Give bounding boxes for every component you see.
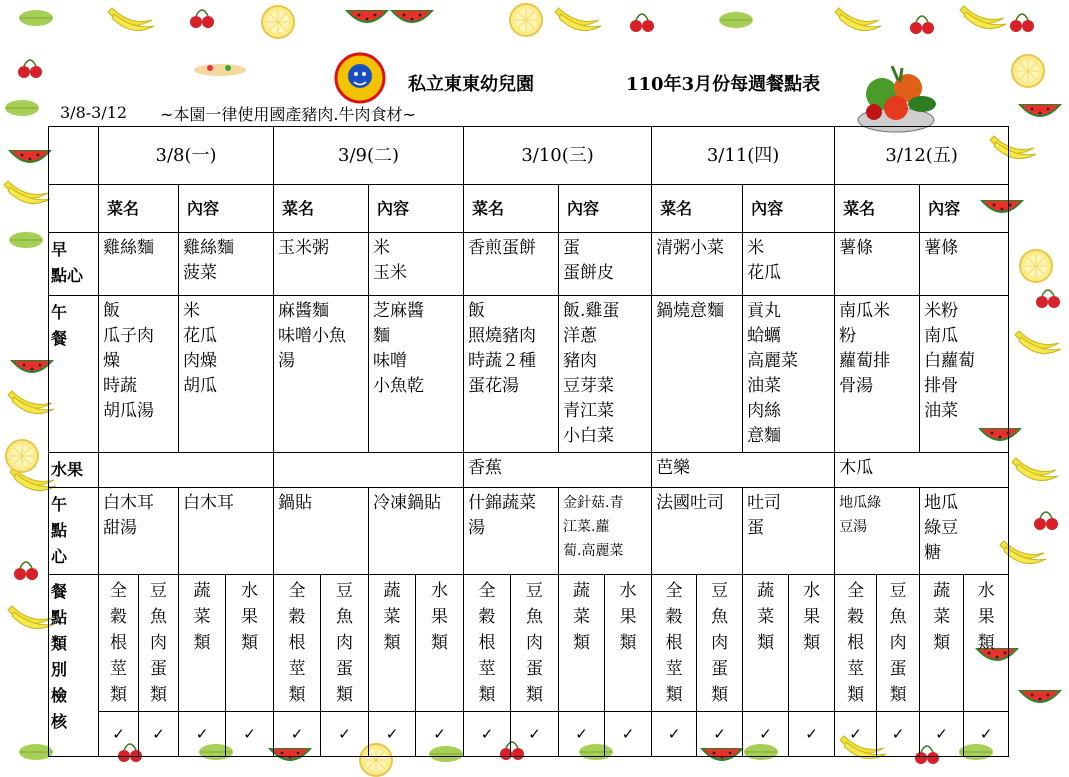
- category-label: 蔬 菜 類: [383, 581, 401, 653]
- lunch-dish: 飯 照燒豬肉 時蔬２種 蛋花湯: [464, 296, 559, 453]
- afternoon-dish: 地瓜綠 豆湯: [835, 488, 920, 575]
- category-row: [49, 575, 1009, 712]
- category-cell: [99, 575, 139, 712]
- category-label: 水 果 類: [619, 581, 637, 653]
- breakfast-dish: 雞絲麵: [99, 233, 179, 296]
- category-cell: [605, 575, 652, 712]
- lunch-label: 午 餐: [49, 296, 99, 453]
- category-cell: [789, 575, 835, 712]
- school-logo-icon: [330, 52, 390, 104]
- category-cell: [416, 575, 464, 712]
- tray-decoration: [190, 56, 250, 80]
- lunch-content: 米 花瓜 肉燥 胡瓜: [179, 296, 274, 453]
- category-label: 蔬 菜 類: [757, 581, 775, 653]
- dish-col-header: 菜名: [652, 185, 743, 233]
- check-mark: ✓: [464, 712, 511, 757]
- category-label: 全 穀 根 莖 類: [847, 581, 865, 705]
- afternoon-snack-label: 午 點 心: [49, 488, 99, 575]
- category-label: 豆 魚 肉 蛋 類: [889, 581, 907, 705]
- breakfast-dish: 清粥小菜: [652, 233, 743, 296]
- meat-source-note: ~本園一律使用國產豬肉.牛肉食材~: [160, 105, 416, 124]
- corner-cell: [49, 127, 99, 185]
- content-col-header: 內容: [369, 185, 464, 233]
- check-mark: ✓: [559, 712, 605, 757]
- menu-title: 110年3月份每週餐點表: [626, 74, 821, 95]
- lunch-content: 芝麻醬 麵 味噌 小魚乾: [369, 296, 464, 453]
- fruit-cell: 香蕉: [464, 453, 652, 488]
- dish-col-header: 菜名: [99, 185, 179, 233]
- day-header: 3/9(二): [274, 127, 464, 185]
- category-label: 水 果 類: [803, 581, 821, 653]
- content-col-header: 內容: [920, 185, 1009, 233]
- breakfast-content: 雞絲麵 菠菜: [179, 233, 274, 296]
- column-header-row: [49, 185, 1009, 233]
- category-cell: [226, 575, 274, 712]
- category-cell: [652, 575, 697, 712]
- breakfast-content: 米 花瓜: [743, 233, 835, 296]
- afternoon-dish: 什錦蔬菜 湯: [464, 488, 559, 575]
- category-cell: [321, 575, 369, 712]
- day-header: 3/12(五): [835, 127, 1009, 185]
- content-col-header: 內容: [743, 185, 835, 233]
- check-mark: ✓: [511, 712, 559, 757]
- dish-col-header: 菜名: [835, 185, 920, 233]
- afternoon-dish: 法國吐司: [652, 488, 743, 575]
- category-label: 全 穀 根 莖 類: [288, 581, 306, 705]
- afternoon-snack-row: [49, 488, 1009, 575]
- breakfast-content: 米 玉米: [369, 233, 464, 296]
- afternoon-dish: 白木耳 甜湯: [99, 488, 179, 575]
- check-mark: ✓: [920, 712, 964, 757]
- lunch-content: 貢丸 蛤蠣 高麗菜 油菜 肉絲 意麵: [743, 296, 835, 453]
- category-label: 全 穀 根 莖 類: [110, 581, 127, 705]
- day-header: 3/11(四): [652, 127, 835, 185]
- day-header-row: [49, 127, 1009, 185]
- fruit-cell: [274, 453, 464, 488]
- check-mark: ✓: [743, 712, 789, 757]
- afternoon-content: 白木耳: [179, 488, 274, 575]
- weekly-menu-table: [48, 126, 1009, 757]
- check-mark: ✓: [877, 712, 920, 757]
- category-cell: [743, 575, 789, 712]
- category-label: 豆 魚 肉 蛋 類: [711, 581, 729, 705]
- category-cell: [274, 575, 321, 712]
- category-cell: [369, 575, 416, 712]
- check-mark: ✓: [605, 712, 652, 757]
- category-label: 全 穀 根 莖 類: [665, 581, 683, 705]
- category-cell: [179, 575, 226, 712]
- check-mark: ✓: [652, 712, 697, 757]
- lunch-row: [49, 296, 1009, 453]
- fruit-cell: [99, 453, 274, 488]
- lunch-dish: 鍋燒意麵: [652, 296, 743, 453]
- check-mark: ✓: [274, 712, 321, 757]
- category-label: 全 穀 根 莖 類: [478, 581, 496, 705]
- breakfast-row: [49, 233, 1009, 296]
- category-label: 蔬 菜 類: [193, 581, 211, 653]
- afternoon-content: 吐司 蛋: [743, 488, 835, 575]
- content-col-header: 內容: [179, 185, 274, 233]
- category-cell: [139, 575, 179, 712]
- category-cell: [559, 575, 605, 712]
- check-mark: ✓: [835, 712, 877, 757]
- check-mark: ✓: [99, 712, 139, 757]
- breakfast-content: 薯條: [920, 233, 1009, 296]
- fruit-cell: 木瓜: [835, 453, 1009, 488]
- day-header: 3/10(三): [464, 127, 652, 185]
- lunch-content: 飯.雞蛋 洋蔥 豬肉 豆芽菜 青江菜 小白菜: [559, 296, 652, 453]
- breakfast-content: 蛋 蛋餅皮: [559, 233, 652, 296]
- breakfast-dish: 玉米粥: [274, 233, 369, 296]
- check-mark: ✓: [321, 712, 369, 757]
- category-cell: [511, 575, 559, 712]
- lunch-dish: 飯 瓜子肉 燥 時蔬 胡瓜湯: [99, 296, 179, 453]
- category-label: 蔬 菜 類: [933, 581, 951, 653]
- afternoon-content: 冷凍鍋貼: [369, 488, 464, 575]
- day-header: 3/8(一): [99, 127, 274, 185]
- category-label: 水 果 類: [431, 581, 449, 653]
- category-cell: [877, 575, 920, 712]
- check-mark: ✓: [226, 712, 274, 757]
- category-cell: [835, 575, 877, 712]
- category-cell: [964, 575, 1009, 712]
- dish-col-header: 菜名: [464, 185, 559, 233]
- category-label: 豆 魚 肉 蛋 類: [150, 581, 167, 705]
- afternoon-content: 金針菇.青 江菜.蘿 蔔.高麗菜: [559, 488, 652, 575]
- category-cell: [697, 575, 743, 712]
- breakfast-dish: 香煎蛋餅: [464, 233, 559, 296]
- category-label: 水 果 類: [241, 581, 258, 653]
- fruit-row: [49, 453, 1009, 488]
- check-mark: ✓: [369, 712, 416, 757]
- dish-col-header: 菜名: [274, 185, 369, 233]
- category-check-label: 餐 點 類 別 檢 核: [49, 575, 99, 757]
- check-mark: ✓: [964, 712, 1009, 757]
- afternoon-content: 地瓜 綠豆 糖: [920, 488, 1009, 575]
- fruit-cell: 芭樂: [652, 453, 835, 488]
- category-label: 水 果 類: [977, 581, 995, 653]
- category-cell: [920, 575, 964, 712]
- corner-cell: [49, 185, 99, 233]
- category-cell: [464, 575, 511, 712]
- category-label: 豆 魚 肉 蛋 類: [526, 581, 544, 705]
- check-mark: ✓: [416, 712, 464, 757]
- lunch-dish: 南瓜米 粉 蘿蔔排 骨湯: [835, 296, 920, 453]
- category-label: 豆 魚 肉 蛋 類: [336, 581, 354, 705]
- week-range: 3/8-3/12: [60, 103, 128, 122]
- check-mark: ✓: [139, 712, 179, 757]
- lunch-content: 米粉 南瓜 白蘿蔔 排骨 油菜: [920, 296, 1009, 453]
- fruit-label: 水果: [49, 453, 99, 488]
- check-row: [49, 712, 1009, 757]
- breakfast-label: 早 點心: [49, 233, 99, 296]
- check-mark: ✓: [789, 712, 835, 757]
- breakfast-dish: 薯條: [835, 233, 920, 296]
- check-mark: ✓: [697, 712, 743, 757]
- check-mark: ✓: [179, 712, 226, 757]
- school-name: 私立東東幼兒園: [408, 74, 534, 95]
- category-label: 蔬 菜 類: [573, 581, 591, 653]
- lunch-dish: 麻醬麵 味噌小魚 湯: [274, 296, 369, 453]
- content-col-header: 內容: [559, 185, 652, 233]
- afternoon-dish: 鍋貼: [274, 488, 369, 575]
